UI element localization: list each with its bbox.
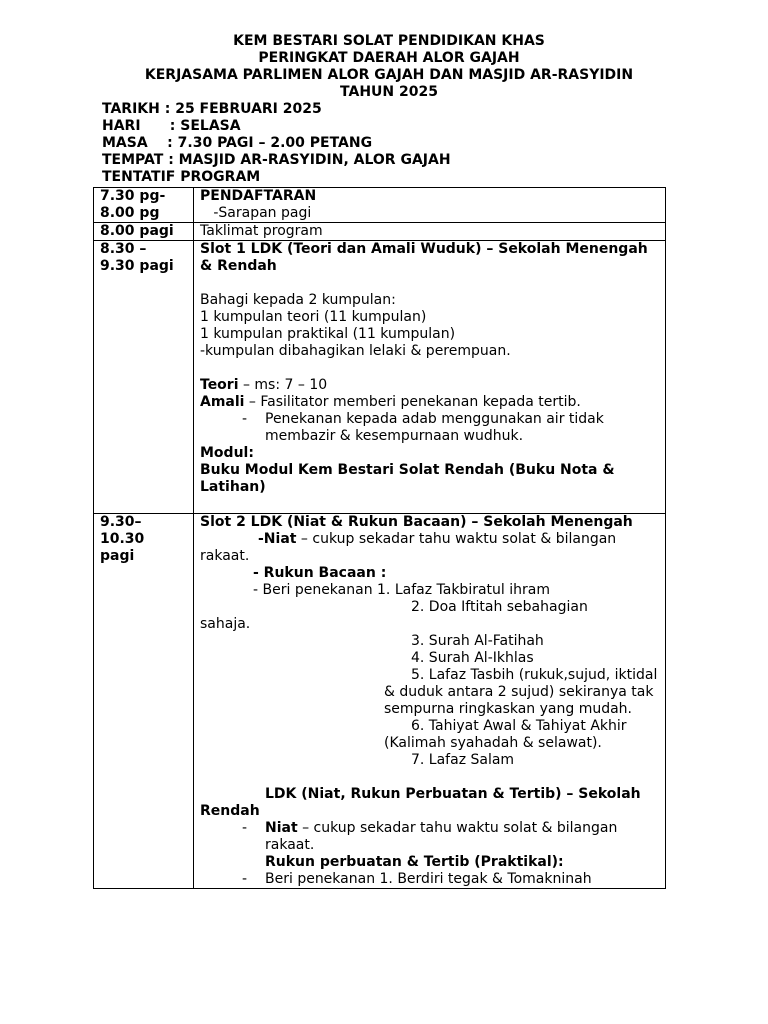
header-year: TAHUN 2025 (340, 84, 438, 100)
header-title: KEM BESTARI SOLAT PENDIDIKAN KHAS (233, 33, 545, 49)
rukun-bacaan-label: - Rukun Bacaan : (253, 565, 387, 581)
info-masa: MASA : 7.30 PAGI – 2.00 PETANG (102, 135, 373, 151)
time-line: 8.00 pg (100, 205, 160, 221)
rukun-item-5: 5. Lafaz Tasbih (rukuk,sujud, iktidal & duduk antara 2 sujud) sekiranya tak sempurna ringkaskan yang mudah. (384, 667, 658, 717)
amali-text: – Fasilitator memberi penekanan kepada tertib. (244, 394, 581, 410)
ldk-rendah-title: LDK (Niat, Rukun Perbuatan & Tertib) – Sekolah Rendah (200, 786, 641, 819)
document-header (0, 33, 768, 101)
table-row (94, 514, 666, 889)
amali-label: Amali (200, 394, 245, 410)
slot2-title: Slot 2 LDK (Niat & Rukun Bacaan) – Sekolah Menengah (200, 514, 633, 530)
time-line: 9.30– (100, 514, 142, 530)
modul-text: Buku Modul Kem Bestari Solat Rendah (Buku Nota & Latihan) (200, 462, 615, 495)
teori-label: Teori (200, 377, 239, 393)
slot1-title: Slot 1 LDK (Teori dan Amali Wuduk) – Sekolah Menengah & Rendah (200, 241, 648, 274)
activity-cell (194, 223, 666, 241)
time-line: pagi (100, 548, 135, 564)
time-cell (94, 188, 194, 223)
slot1-bahagi: Bahagi kepada 2 kumpulan: (200, 292, 396, 308)
slot1-amali (200, 394, 659, 411)
slot1-teori (200, 377, 659, 394)
niat2-text: – cukup sekadar tahu waktu solat & bilangan rakaat. (265, 820, 618, 853)
time-line: 10.30 (100, 531, 145, 547)
table-row (94, 188, 666, 223)
slot1-group-praktikal: 1 kumpulan praktikal (11 kumpulan) (200, 326, 456, 342)
rukun-item-3: 3. Surah Al-Fatihah (411, 633, 544, 649)
info-tarikh: TARIKH : 25 FEBRUARI 2025 (102, 101, 322, 117)
amali-point: - Penekanan kepada adab menggunakan air tidak membazir & kesempurnaan wudhuk. (200, 411, 659, 445)
activity-cell (194, 241, 666, 514)
niat-label: -Niat (258, 531, 297, 547)
program-info (102, 101, 451, 186)
rukun-beri: - Beri penekanan 1. Lafaz Takbiratul ihram (253, 582, 550, 598)
niat2-label: Niat (265, 820, 298, 836)
time-line: 7.30 pg- (100, 188, 166, 204)
time-line: 8.00 pagi (100, 223, 174, 239)
slot1-group-note: -kumpulan dibahagikan lelaki & perempuan. (200, 343, 511, 359)
activity-title: PENDAFTARAN (200, 188, 317, 204)
rukun-item-2: 2. Doa Iftitah sebahagian (411, 599, 588, 615)
activity-text: Taklimat program (200, 223, 323, 239)
info-hari: HARI : SELASA (102, 118, 241, 134)
slot1-group-teori: 1 kumpulan teori (11 kumpulan) (200, 309, 427, 325)
teori-text: – ms: 7 – 10 (238, 377, 328, 393)
rukun-item-4: 4. Surah Al-Ikhlas (411, 650, 534, 666)
time-line: 9.30 pagi (100, 258, 174, 274)
time-cell (94, 241, 194, 514)
activity-cell (194, 188, 666, 223)
beri2-point: - Beri penekanan 1. Berdiri tegak & Tomakninah (200, 871, 659, 888)
time-cell (94, 514, 194, 889)
time-line: 8.30 – (100, 241, 147, 257)
rukun2-label: Rukun perbuatan & Tertib (Praktikal): (265, 854, 564, 870)
info-tempat: TEMPAT : MASJID AR-RASYIDIN, ALOR GAJAH (102, 152, 451, 168)
table-row (94, 223, 666, 241)
header-subtitle-district: PERINGKAT DAERAH ALOR GAJAH (258, 50, 520, 66)
activity-sub: -Sarapan pagi (200, 205, 312, 221)
rukun-item-7: 7. Lafaz Salam (411, 752, 515, 768)
activity-cell (194, 514, 666, 889)
slot2-niat (200, 531, 659, 565)
info-tentatif-heading: TENTATIF PROGRAM (102, 169, 261, 185)
niat2-point (200, 820, 659, 854)
rukun-item-2-cont: sahaja. (200, 616, 251, 632)
table-row (94, 241, 666, 514)
niat-text: – cukup sekadar tahu waktu solat & bilangan rakaat. (200, 531, 617, 564)
time-cell (94, 223, 194, 241)
header-subtitle-collaboration: KERJASAMA PARLIMEN ALOR GAJAH DAN MASJID AR-RASYIDIN (144, 67, 634, 83)
rukun-item-6: 6. Tahiyat Awal & Tahiyat Akhir (Kalimah syahadah & selawat). (384, 718, 627, 751)
schedule-table (93, 187, 666, 889)
modul-label: Modul: (200, 445, 254, 461)
